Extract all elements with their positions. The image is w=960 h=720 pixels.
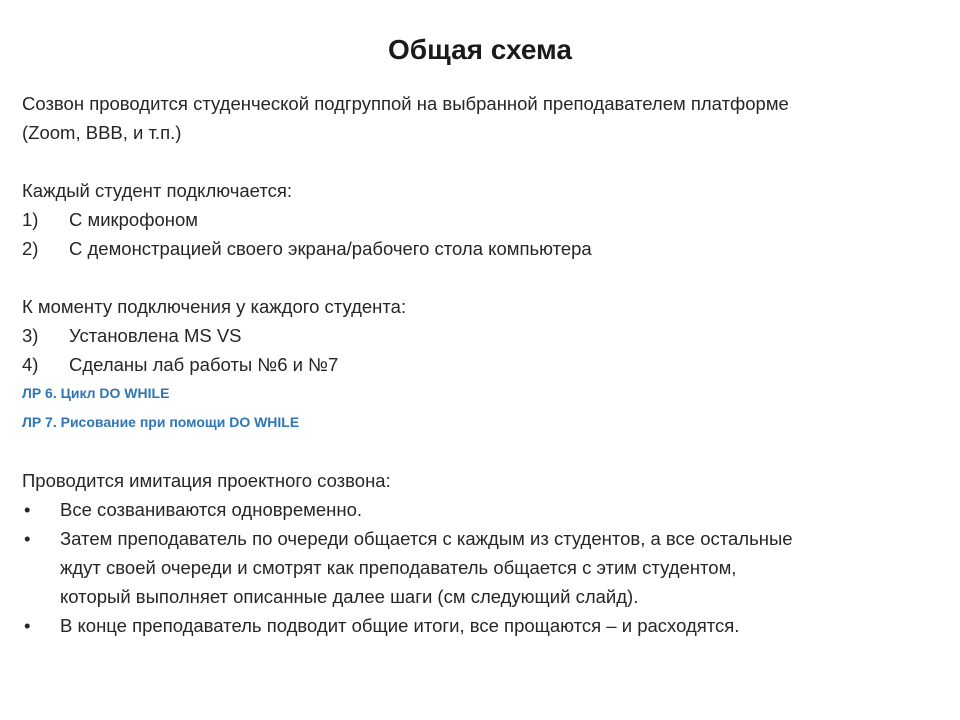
connect-heading: Каждый студент подключается: [22, 180, 293, 201]
spacer [22, 437, 942, 466]
imitation-heading: Проводится имитация проектного созвона: [22, 470, 391, 491]
list-number: 3) [22, 325, 39, 346]
ready-heading: К моменту подключения у каждого студента: [22, 296, 407, 317]
lab7-link[interactable]: ЛР 7. Рисование при помощи DO WHILE [22, 414, 300, 430]
slide-title: Общая схема [388, 34, 572, 65]
bullet-icon: • [24, 615, 31, 636]
list-text: С микрофоном [69, 209, 198, 230]
slide-body [22, 89, 942, 640]
bullet-item [22, 495, 942, 524]
bullet-text: Все созваниваются одновременно. [60, 499, 363, 520]
intro-line-2: (Zoom, BBB, и т.п.) [22, 122, 182, 143]
list-text: Установлена MS VS [69, 325, 242, 346]
bullet-text-line: который выполняет описанные далее шаги (см следующий слайд). [60, 586, 639, 607]
intro-line-1: Созвон проводится студенческой подгруппой на выбранной преподавателем платформе [22, 93, 789, 114]
bullet-item [22, 611, 942, 640]
bullet-icon: • [24, 499, 31, 520]
bullet-text-line: Затем преподаватель по очереди общается с каждым из студентов, а все остальные [60, 528, 793, 549]
spacer [22, 263, 942, 292]
list-item [22, 234, 942, 263]
list-number: 2) [22, 238, 39, 259]
list-item [22, 350, 942, 379]
list-text: Сделаны лаб работы №6 и №7 [69, 354, 339, 375]
link-row [22, 408, 942, 437]
lab6-link[interactable]: ЛР 6. Цикл DO WHILE [22, 385, 170, 401]
list-text: С демонстрацией своего экрана/рабочего стола компьютера [69, 238, 592, 259]
list-number: 4) [22, 354, 39, 375]
list-item [22, 321, 942, 350]
list-item [22, 205, 942, 234]
bullet-text: В конце преподаватель подводит общие итоги, все прощаются – и расходятся. [60, 615, 740, 636]
list-number: 1) [22, 209, 39, 230]
bullet-text [60, 524, 942, 611]
bullet-icon: • [24, 528, 31, 549]
bullet-text-line: ждут своей очереди и смотрят как преподаватель общается с этим студентом, [60, 557, 737, 578]
spacer [22, 147, 942, 176]
link-row [22, 379, 942, 408]
bullet-item [22, 524, 942, 611]
